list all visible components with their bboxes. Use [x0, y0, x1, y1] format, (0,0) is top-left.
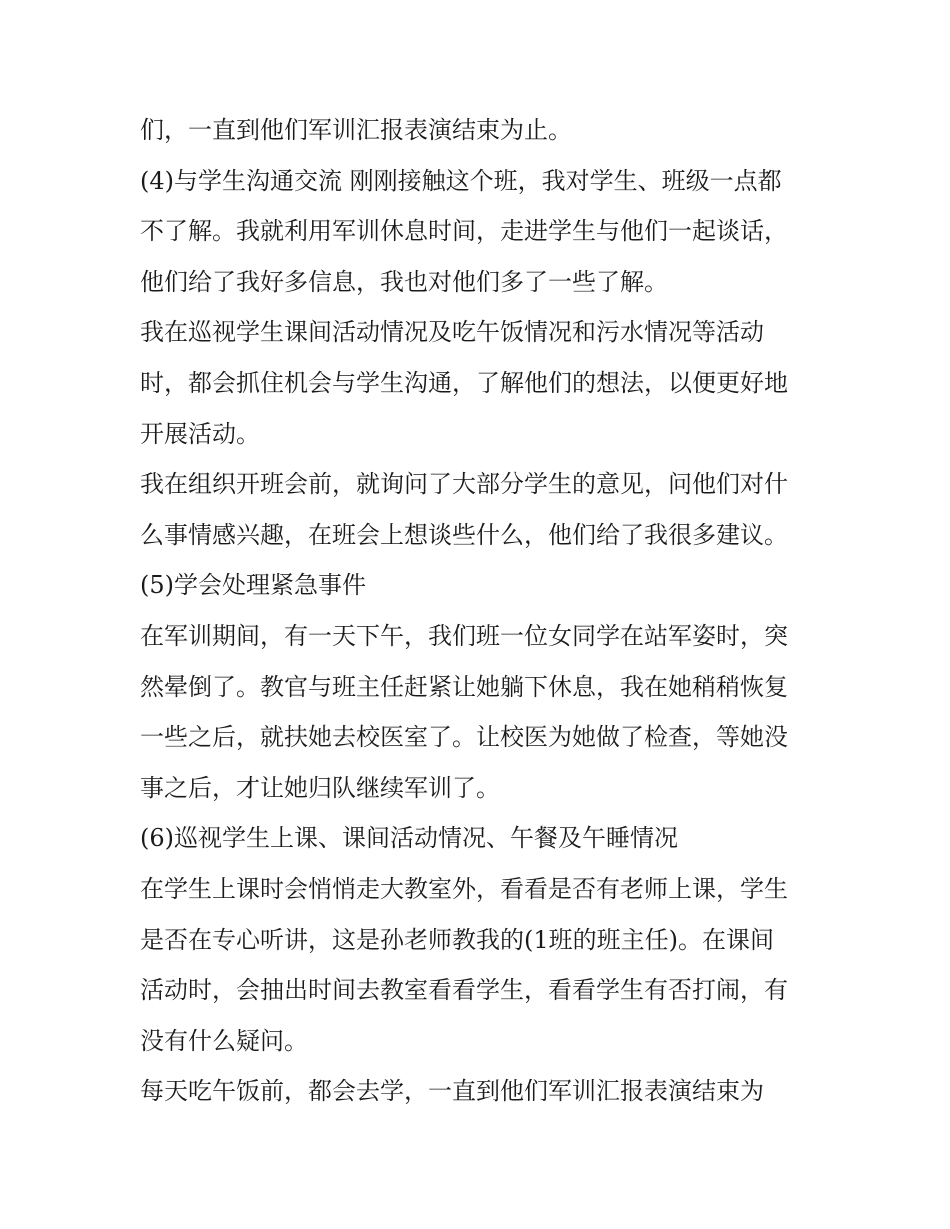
text-line: 我在巡视学生课间活动情况及吃午饭情况和污水情况等活动 [140, 318, 764, 347]
text-line: 不了解。我就利用军训休息时间，走进学生与他们一起谈话， [140, 217, 788, 246]
text-line: 在学生上课时会悄悄走大教室外，看看是否有老师上课，学生 [140, 874, 788, 903]
text-line: 我在组织开班会前，就询问了大部分学生的意见，问他们对什 [140, 470, 788, 499]
text-line: 是否在专心听讲，这是孙老师教我的(1班的班主任)。在课间 [140, 925, 774, 954]
text-line: 在军训期间，有一天下午，我们班一位女同学在站军姿时，突 [140, 621, 788, 650]
text-line: 们，一直到他们军训汇报表演结束为止。 [140, 116, 572, 144]
body-text [140, 105, 820, 1117]
text-line: 一些之后，就扶她去校医室了。让校医为她做了检查，等她没 [140, 723, 788, 752]
text-line: (4)与学生沟通交流 刚刚接触这个班，我对学生、班级一点都 [140, 166, 782, 195]
text-line: 活动时，会抽出时间去教室看看学生，看看学生有否打闹，有 [140, 976, 788, 1005]
text-line: 他们给了我好多信息，我也对他们多了一些了解。 [140, 267, 668, 296]
text-line: (6)巡视学生上课、课间活动情况、午餐及午睡情况 [140, 824, 678, 853]
text-line: 开展活动。 [140, 419, 260, 448]
text-line: (5)学会处理紧急事件 [140, 571, 366, 600]
text-line: 时，都会抓住机会与学生沟通，了解他们的想法，以便更好地 [140, 368, 788, 397]
text-line: 事之后，才让她归队继续军训了。 [140, 773, 500, 802]
text-line: 没有什么疑问。 [140, 1026, 308, 1055]
text-line: 么事情感兴趣，在班会上想谈些什么，他们给了我很多建议。 [140, 520, 788, 549]
text-line: 每天吃午饭前，都会去学，一直到他们军训汇报表演结束为 [140, 1077, 764, 1106]
text-line: 然晕倒了。教官与班主任赶紧让她躺下休息，我在她稍稍恢复 [140, 672, 788, 701]
